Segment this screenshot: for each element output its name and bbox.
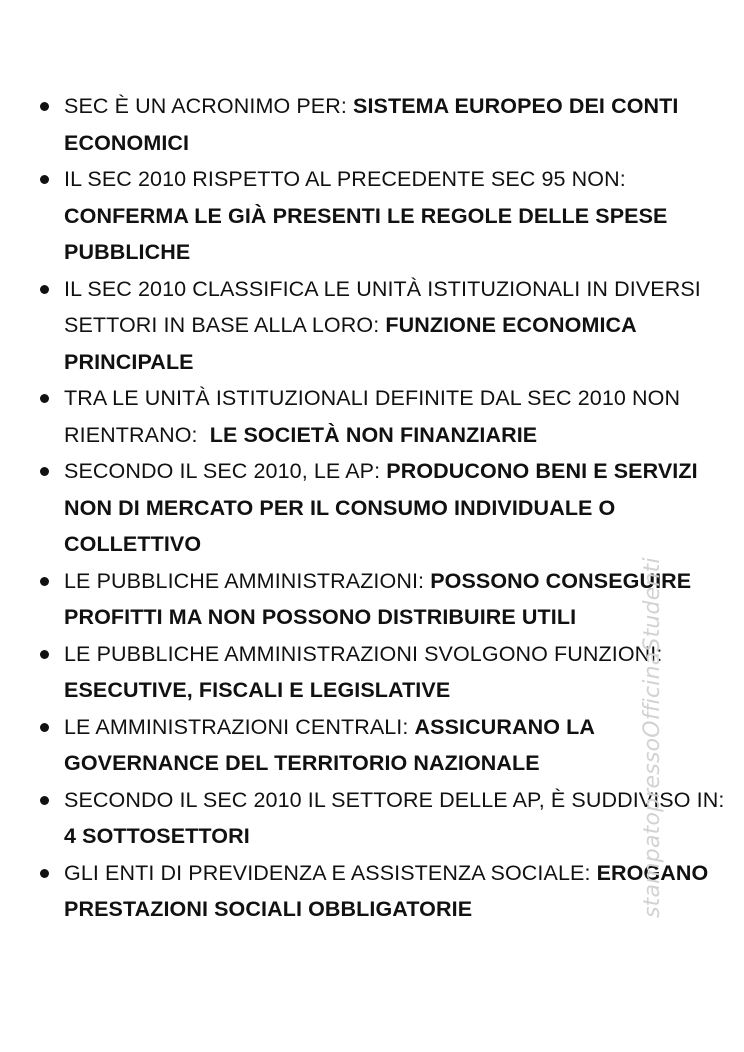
list-item xyxy=(38,161,728,271)
bullet-icon xyxy=(40,869,49,878)
list-item xyxy=(38,563,728,636)
item-question: LE AMMINISTRAZIONI CENTRALI: xyxy=(64,714,415,739)
list-item xyxy=(38,88,728,161)
item-question: LE PUBBLICHE AMMINISTRAZIONI SVOLGONO FUNZIONI: xyxy=(64,641,663,666)
item-question: TRA LE UNITÀ ISTITUZIONALI DEFINITE DAL SEC 2010 NON RIENTRANO: xyxy=(64,386,687,447)
item-answer: 4 SOTTOSETTORI xyxy=(64,824,250,848)
list-item xyxy=(38,855,728,928)
watermark-text: stampatopressoOfficinaStudenti xyxy=(640,557,665,918)
item-answer: SISTEMA EUROPEO DEI CONTI ECONOMICI xyxy=(64,94,679,155)
bullet-icon xyxy=(40,102,49,111)
bullet-icon xyxy=(40,467,49,476)
item-answer: LE SOCIETÀ NON FINANZIARIE xyxy=(209,422,538,447)
bullet-icon xyxy=(40,723,49,732)
list-item xyxy=(38,636,728,709)
item-question: SECONDO IL SEC 2010, LE AP: xyxy=(64,459,387,483)
list-item xyxy=(38,453,728,563)
item-question: SECONDO IL SEC 2010 IL SETTORE DELLE AP, È SUDDIVISO IN: xyxy=(64,787,725,812)
bullet-icon xyxy=(40,394,49,403)
item-answer: ASSICURANO LA GOVERNANCE DEL TERRITORIO NAZIONALE xyxy=(64,714,595,775)
item-answer: PRODUCONO BENI E SERVIZI NON DI MERCATO PER IL CONSUMO INDIVIDUALE O COLLETTIVO xyxy=(64,459,698,556)
qa-bullet-list xyxy=(38,88,728,928)
list-item xyxy=(38,271,728,381)
bullet-icon xyxy=(40,175,49,184)
item-answer: EROGANO PRESTAZIONI SOCIALI OBBLIGATORIE xyxy=(64,860,709,921)
item-question: SEC È UN ACRONIMO PER: xyxy=(64,94,354,118)
item-question: IL SEC 2010 RISPETTO AL PRECEDENTE SEC 95 NON: xyxy=(64,167,626,191)
item-question: IL SEC 2010 CLASSIFICA LE UNITÀ ISTITUZIONALI IN DIVERSI SETTORI IN BASE ALLA LORO: xyxy=(64,276,701,337)
item-question: LE PUBBLICHE AMMINISTRAZIONI: xyxy=(64,568,431,593)
item-answer: FUNZIONE ECONOMICA PRINCIPALE xyxy=(64,313,636,374)
bullet-icon xyxy=(40,796,49,805)
item-answer: POSSONO CONSEGUIRE PROFITTI MA NON POSSONO DISTRIBUIRE UTILI xyxy=(64,568,692,629)
item-question: GLI ENTI DI PREVIDENZA E ASSISTENZA SOCIALE: xyxy=(64,860,597,885)
list-item xyxy=(38,380,728,453)
item-answer: CONFERMA LE GIÀ PRESENTI LE REGOLE DELLE SPESE PUBBLICHE xyxy=(64,203,668,264)
bullet-icon xyxy=(40,285,49,294)
bullet-icon xyxy=(40,650,49,659)
list-item xyxy=(38,709,728,782)
item-answer: ESECUTIVE, FISCALI E LEGISLATIVE xyxy=(64,678,451,702)
bullet-icon xyxy=(40,577,49,586)
list-item xyxy=(38,782,728,855)
